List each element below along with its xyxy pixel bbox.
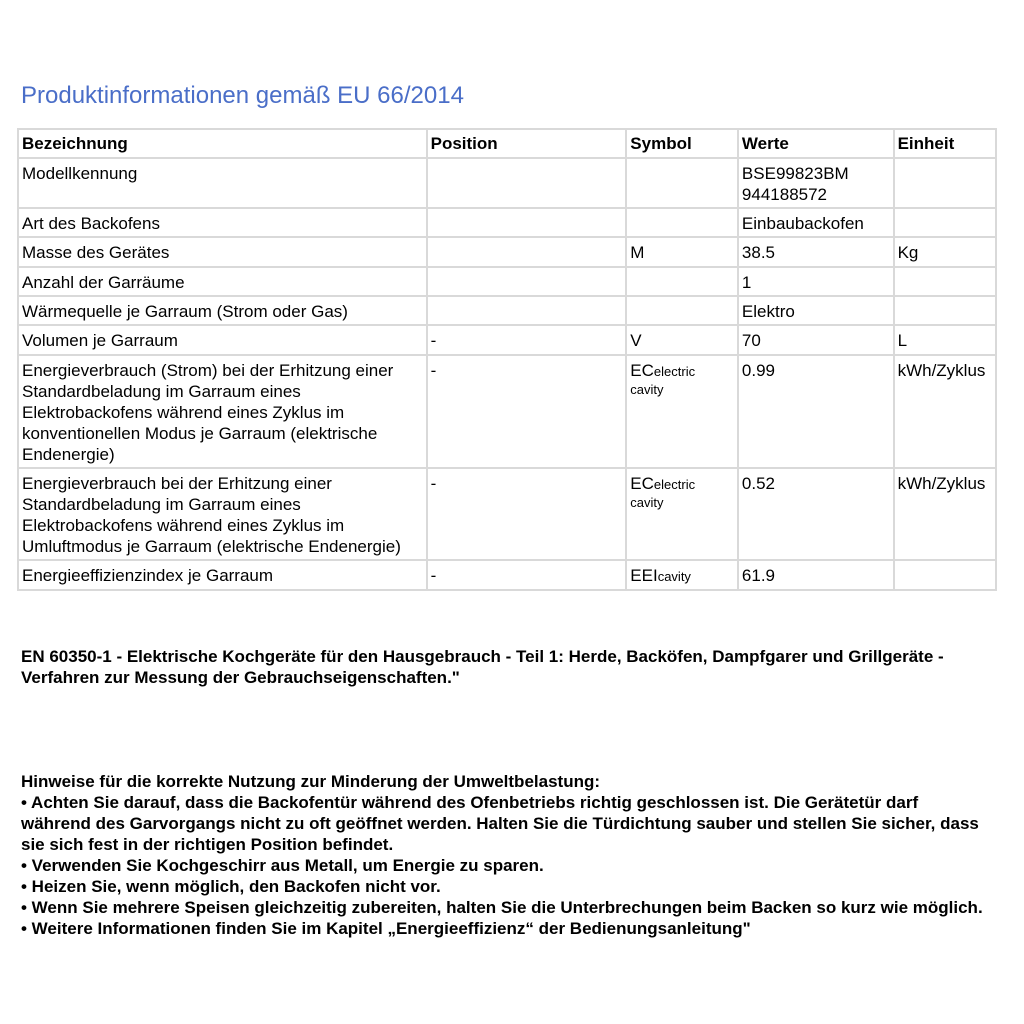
- cell-position: [427, 208, 627, 237]
- cell-bezeichnung: Volumen je Garraum: [18, 325, 427, 355]
- table-row: [18, 296, 996, 325]
- cell-position: [427, 237, 627, 267]
- cell-einheit: [894, 560, 996, 590]
- value-line: Elektro: [741, 302, 795, 321]
- cell-bezeichnung: Art des Backofens: [18, 208, 427, 237]
- cell-einheit: kWh/Zyklus: [894, 355, 996, 468]
- cell-werte: [738, 355, 894, 468]
- symbol-main: EC: [630, 361, 654, 380]
- symbol-subscript: electric: [653, 364, 696, 379]
- cell-symbol: [626, 355, 738, 468]
- header-symbol: Symbol: [626, 129, 738, 158]
- cell-symbol: [626, 267, 738, 296]
- symbol-subscript: electric: [653, 477, 696, 492]
- cell-werte: [738, 296, 894, 325]
- table-header-row: [18, 129, 996, 158]
- table-row: [18, 158, 996, 208]
- norm-reference: EN 60350-1 - Elektrische Kochgeräte für den Hausgebrauch - Teil 1: Herde, Backöfen, Dampfgarer und Grillgeräte - Verfahren zur Messung der Gebrauchseigenschaften.": [21, 647, 944, 687]
- symbol-main: M: [630, 243, 645, 262]
- cell-bezeichnung: Masse des Gerätes: [18, 237, 427, 267]
- symbol-main: V: [630, 331, 642, 350]
- cell-bezeichnung: Energieverbrauch (Strom) bei der Erhitzung einer Standardbeladung im Garraum eines Elektrobackofens während eines Zyklus im konventionellen Modus je Garraum (elektrische Endenergie): [18, 355, 427, 468]
- table-row: [18, 237, 996, 267]
- cell-position: [427, 296, 627, 325]
- header-einheit: Einheit: [894, 129, 996, 158]
- cell-symbol: [626, 208, 738, 237]
- cell-symbol: [626, 237, 738, 267]
- hints-list: [21, 792, 986, 939]
- value-line: BSE99823BM: [741, 164, 849, 183]
- value-line: 944188572: [741, 185, 828, 204]
- value-line: 1: [741, 273, 752, 292]
- cell-symbol: [626, 296, 738, 325]
- header-bezeichnung: Bezeichnung: [18, 129, 427, 158]
- symbol-main: EC: [630, 474, 654, 493]
- cell-werte: [738, 237, 894, 267]
- value-line: 0.52: [741, 474, 776, 493]
- cell-einheit: kWh/Zyklus: [894, 468, 996, 560]
- cell-symbol: [626, 560, 738, 590]
- header-werte: Werte: [738, 129, 894, 158]
- cell-bezeichnung: Anzahl der Garräume: [18, 267, 427, 296]
- list-item: • Achten Sie darauf, dass die Backofentür während des Ofenbetriebs richtig geschlossen ist. Die Gerätetür darf während des Garvorgangs nicht zu oft geöffnet werden. Halten Sie die Türdichtung sauber und stellen Sie sicher, dass sie sich fest in der richtigen Position befindet.: [21, 793, 979, 854]
- table-row: [18, 325, 996, 355]
- cell-bezeichnung: Wärmequelle je Garraum (Strom oder Gas): [18, 296, 427, 325]
- usage-hints: [21, 771, 986, 939]
- cell-symbol: [626, 468, 738, 560]
- cell-werte: [738, 158, 894, 208]
- table-body: [18, 158, 996, 590]
- list-item: • Heizen Sie, wenn möglich, den Backofen nicht vor.: [21, 877, 441, 896]
- cell-symbol: [626, 325, 738, 355]
- value-line: Einbaubackofen: [741, 214, 864, 233]
- cell-einheit: L: [894, 325, 996, 355]
- table-row: [18, 208, 996, 237]
- cell-position: -: [427, 468, 627, 560]
- cell-einheit: [894, 267, 996, 296]
- cell-werte: [738, 560, 894, 590]
- header-position: Position: [427, 129, 627, 158]
- product-info-table: [17, 128, 997, 591]
- cell-bezeichnung: Energieverbrauch bei der Erhitzung einer Standardbeladung im Garraum eines Elektrobackofens während eines Zyklus im Umluftmodus je Garraum (elektrische Endenergie): [18, 468, 427, 560]
- value-line: 38.5: [741, 243, 776, 262]
- cell-position: -: [427, 560, 627, 590]
- cell-symbol: [626, 158, 738, 208]
- hints-heading: Hinweise für die korrekte Nutzung zur Minderung der Umweltbelastung:: [21, 772, 601, 791]
- cell-werte: [738, 468, 894, 560]
- cell-einheit: Kg: [894, 237, 996, 267]
- cell-position: [427, 158, 627, 208]
- symbol-main: EEI: [630, 566, 658, 585]
- table-row: [18, 560, 996, 590]
- symbol-subscript: cavity: [657, 569, 691, 584]
- table-row: [18, 267, 996, 296]
- list-item: • Wenn Sie mehrere Speisen gleichzeitig zubereiten, halten Sie die Unterbrechungen beim Backen so kurz wie möglich.: [21, 898, 983, 917]
- page-title: Produktinformationen gemäß EU 66/2014: [21, 82, 464, 110]
- value-line: 61.9: [741, 566, 776, 585]
- cell-position: -: [427, 325, 627, 355]
- symbol-subscript-line2: cavity: [630, 495, 664, 510]
- cell-einheit: [894, 296, 996, 325]
- value-line: 70: [741, 331, 761, 350]
- list-item: • Weitere Informationen finden Sie im Kapitel „Energieeffizienz“ der Bedienungsanleitung": [21, 919, 751, 938]
- cell-werte: [738, 267, 894, 296]
- table-row: [18, 468, 996, 560]
- cell-einheit: [894, 208, 996, 237]
- cell-werte: [738, 208, 894, 237]
- cell-bezeichnung: Modellkennung: [18, 158, 427, 208]
- cell-einheit: [894, 158, 996, 208]
- table-row: [18, 355, 996, 468]
- symbol-subscript-line2: cavity: [630, 382, 664, 397]
- value-line: 0.99: [741, 361, 776, 380]
- cell-werte: [738, 325, 894, 355]
- cell-position: -: [427, 355, 627, 468]
- cell-position: [427, 267, 627, 296]
- list-item: • Verwenden Sie Kochgeschirr aus Metall, um Energie zu sparen.: [21, 856, 544, 875]
- cell-bezeichnung: Energieeffizienzindex je Garraum: [18, 560, 427, 590]
